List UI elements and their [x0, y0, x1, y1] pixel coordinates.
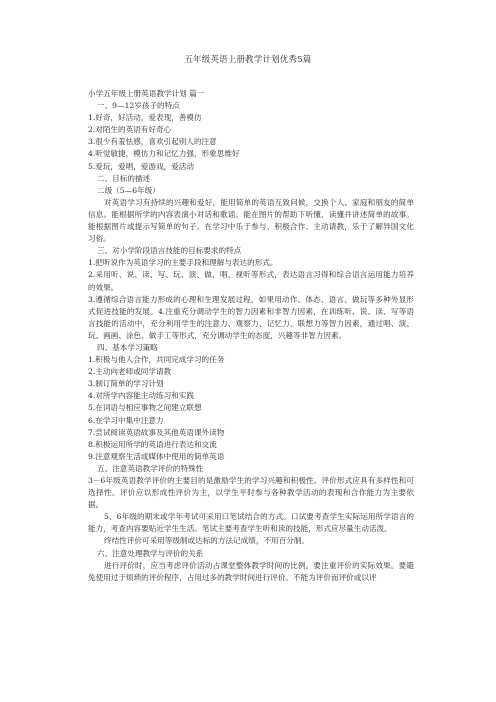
list-item: 9.注意观察生活或媒体中使用的简单英语: [88, 451, 225, 461]
section-heading: 四、基本学习策略: [97, 342, 158, 352]
list-item: 2.对陌生的英语有好奇心: [88, 125, 172, 135]
list-item: 3.制订简单的学习计划: [88, 379, 164, 389]
list-item: 二、目标的描述: [97, 173, 151, 183]
paragraph: 进行评价时，应当考虑评价活动占课堂整体教学时间的比例。要注重评价的实际效果。要避免使用过于烦琐的评价程序，占用过多的教学时间进行评价。不能为评价而评价或以评: [88, 560, 414, 582]
paragraph: 3－6年级英语教学评价的主要目的是激励学生的学习兴趣和积极性。评价形式应具有多样性和可选择性。评价应以形成性评价为主，以学生平时参与各种教学活动的表现和合作能力为主要依据。: [88, 476, 414, 510]
list-item: 2.主动向老师或同学请教: [88, 367, 172, 377]
paragraph: 2.采用听、说、读、写、玩、演、做、唱、视听等形式，表达语言习得和综合语言运用能力培养的效果。: [88, 270, 414, 292]
paragraph: 3.遵循综合语言能力形成的心理和生理发展过程，如果用动作、体态、语言、做玩等多种外显形式促进技能的发展。4.注重充分调动学生的智力因素和非智力因素，在训练听、说、读、写等语言技能的活动中，充分利用学生的注意力、观察力、记忆力、联想力等智力因素，通过唱、演、玩、画画、涂色、做手工等形式，充分调动学生的态度，兴趣等非智力因素。: [88, 294, 414, 340]
list-item: 1.积极与他人合作，共同完成学习的任务: [88, 355, 225, 365]
list-item: 6.在学习中集中注意力: [88, 415, 164, 425]
paragraph: 5、6年级的期末或学年考试可采用口笔试结合的方式。口试要考查学生实际运用所学语言的能力，考查内容要贴近学生生活。笔试主要考查学生听和读的技能，形式应尽量生动活泼。: [88, 512, 414, 534]
section-heading: 六、注意处理教学与评价的关系: [97, 548, 204, 558]
section-heading: 三、对小学阶段语言技能的目标要求的特点: [97, 246, 242, 256]
list-item: 二级（5—6年级）: [97, 185, 160, 195]
document-body: [88, 88, 414, 584]
section-heading: 五、注意英语教学评价的特殊性: [97, 463, 204, 473]
list-item: 5.在词语与相应事物之间建立联想: [88, 403, 202, 413]
list-item: 3.很少有羞怯感，喜欢引起别人的注意: [88, 137, 217, 147]
paragraph: 对英语学习有持续的兴趣和爱好，能用简单的英语互致问候，交换个人、家庭和朋友的简单信息。能根据所学的内容表演小对话和歌谣。能在图片的帮助下听懂、读懂并讲述简单的故事。能根据图片或提示写简单的句子。在学习中乐于参与、积极合作、主动请教，乐于了解异国文化习俗。: [88, 197, 414, 244]
document-title: 五年级英语上册教学计划优秀5篇: [184, 54, 312, 64]
list-item: 5.爱玩，爱唱，爱游戏，爱活动: [88, 161, 194, 171]
list-item: 8.积极运用所学的英语进行表达和交流: [88, 439, 217, 449]
section-heading: 小学五年级上册英语教学计划 篇一: [88, 89, 205, 98]
list-item: 一、9—12岁孩子的特点: [97, 101, 180, 111]
list-item: 7.尝试阅读英语故事及其他英语课外读物: [88, 427, 225, 437]
paragraph: 1.把听说作为英语学习的主要手段和理解与表达的形式。: [88, 258, 278, 268]
paragraph: 终结性评价可采用等级制或达标的方法记成绩，不用百分制。: [104, 536, 310, 546]
list-item: 1.好奇，好活动，爱表现，善模仿: [88, 113, 202, 123]
list-item: 4.听觉敏捷，模仿力和记忆力强，形象思维好: [88, 149, 240, 159]
list-item: 4.对所学内容能主动练习和实践: [88, 391, 194, 401]
